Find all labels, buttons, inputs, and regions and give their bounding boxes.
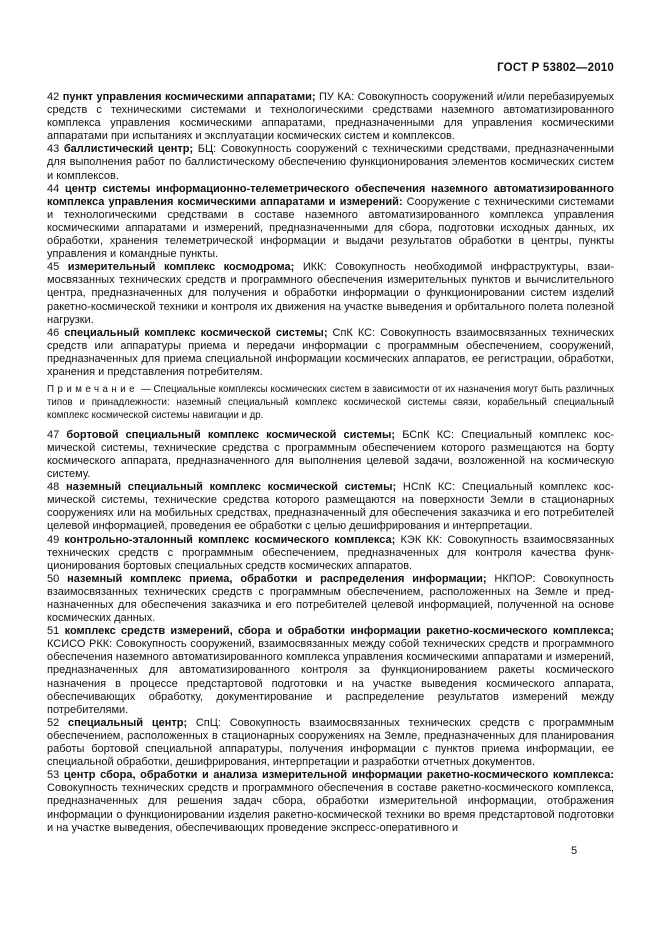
entry-abbr: ПУ КА:	[319, 91, 355, 103]
standard-code: ГОСТ Р 53802—2010	[497, 62, 614, 74]
entry-definition: Совокупность сооружений и/или перебазируемых средств с техническими системами и технологическими средствами наземного автоматизированного комплекса управления космическими аппаратами, предназначенными для управления космическими аппаратами при испытаниях и эксплуатации космических систем и комплексов.	[47, 91, 614, 143]
entry-definition: Специальный комплекс космической системы, технические средства с программным обеспечением которого размещаются на борту космического аппарата, предназначенного для выполнения целевой задачи, возложенной на космическую систему.	[47, 428, 614, 481]
entry-definition: Совокупность сооружений, взаимосвязанных между собой технических средств и программного обеспечения наземного автоматизированного комплекса управления космическими аппаратами и измерений, предназначенных для автоматизированного контроля за функционированием ракеты космического назначения в процессе предстартовой подготовки и на участке выведения космического аппарата, обеспечивающих обработку, документирование и распределение результатов измерений между потребителями.	[47, 638, 614, 716]
entry-abbr: СпЦ:	[195, 716, 221, 729]
entry-abbr: НСпК КС:	[402, 481, 456, 494]
entry-number: 49	[47, 533, 60, 546]
entry-term: комплекс средств измерений, сбора и обработки информации ракетно-космического комплекса;	[64, 625, 614, 638]
entry-term: специальный центр;	[68, 716, 188, 729]
entry-definition: Совокупность взаимосвязанных технических средств или аппаратуры приема и передачи информации с программным обеспечением, сооружений, предназначенных для приема специальной информации космических аппаратов, ее регистрации, обработки, хранения и представления потребителям.	[47, 326, 614, 378]
entry-definition: Совокупность взаимосвязанных технических средств с программным обеспечением, предназначенных для контроля качества функционирования бортовых специальных средств космических аппаратов.	[47, 533, 614, 572]
term-entry-50	[47, 573, 614, 625]
entry-abbr: СпК КС:	[332, 326, 376, 339]
term-entry-42	[47, 91, 614, 143]
entry-definition: Сооружение с техническими системами и технологическими средствами в составе наземного автоматизированного комплекса управления космическими аппаратами и измерений, предназначенными для сбора, подготовки исходных данных, их обработки, хранения телеметрической информации и выдачи результатов обработки в центры, пункты управления и командные пункты.	[47, 195, 614, 261]
term-entry-53	[47, 769, 614, 834]
page-number: 5	[571, 845, 578, 857]
term-entry-46	[47, 327, 614, 379]
terms-section	[47, 91, 614, 835]
entry-term: специальный комплекс космической системы;	[64, 326, 328, 339]
entry-number: 43	[47, 143, 60, 156]
term-entry-51	[47, 625, 614, 717]
entry-definition: Специальный комплекс космической системы, технические средства которого размещаются на поверхности Земли в стационарных сооружениях или на мобильных средствах, предназначенный для обеспечения заказчика и его потребителей целевой информацией, проведения ее обработки с целью дешифрирования и интерпретации.	[47, 481, 615, 533]
entry-number: 53	[47, 769, 60, 782]
entry-number: 50	[47, 572, 60, 585]
term-entry-52	[47, 717, 614, 769]
entry-definition: Совокупность сооружений с техническими средствами, предназначенными для выполнения работ по баллистическому обеспечению функционирования элементов космических систем и комплексов.	[47, 143, 615, 182]
term-entry-44	[47, 183, 614, 262]
term-entry-49	[47, 534, 614, 573]
entry-term: пункт управления космическими аппаратами;	[62, 91, 316, 103]
entry-number: 45	[47, 261, 60, 274]
term-entry-43	[47, 143, 614, 182]
entry-definition: Совокупность взаимосвязанных технических средств с программным обеспечением, расположенных в стационарных сооружениях на Земле, предназначенных для планирования работы бортовой специальной аппаратуры, получения информации с пунктов приема информации, ее специальной обработки, дешифрирования, интерпретации и разработки отчетных документов.	[47, 716, 614, 769]
term-entry-48	[47, 481, 614, 533]
entry-term: наземный специальный комплекс космической системы;	[66, 481, 397, 494]
entry-number: 48	[47, 481, 60, 494]
entry-abbr: БЦ:	[197, 143, 217, 156]
document-header	[47, 62, 614, 74]
entry-definition: Совокупность технических средств и программного обеспечения в составе ракетно-космического комплекса, предназначенных для решения задач сбора, обработки измерительной информации, отображения информации о функционировании изделия ракетно-космической техники во время предстартовой подготовки и на участке выведения, обеспечивающих проведение экспресс-оперативного и	[47, 782, 614, 834]
entry-abbr: ИКК:	[302, 261, 327, 274]
entry-definition: Совокупность необходимой инфраструктуры, взаимосвязанных технических средств и программного обеспечения измерительных пунктов и вычислительного центра, предназначенных для получения и обработки информации о функционировании систем изделий ракетно-космической техники и контроля их движения на участке выведения и орбитального полета полезной нагрузки.	[47, 261, 614, 326]
entry-number: 46	[47, 326, 60, 339]
entry-term: бортовой специальный комплекс космической системы;	[66, 428, 396, 441]
term-entry-45	[47, 261, 614, 326]
entry-term: центр сбора, обработки и анализа измерительной информации ракетно-космического комплекса:	[63, 769, 614, 782]
entry-abbr: БСпК КС:	[402, 428, 454, 441]
entry-abbr: КЭК КК:	[400, 533, 443, 546]
term-entry-47	[47, 429, 614, 481]
entry-number: 42	[47, 91, 60, 103]
note-text: — Специальные комплексы космических систем в зависимости от их назначения могут быть различных типов и принадлежности: наземный специальный комплекс космической системы связи, корабельный специальный комплекс космической системы навигации и др.	[47, 384, 614, 421]
entry-number: 51	[47, 625, 60, 638]
entry-number: 47	[47, 428, 60, 441]
entry-number: 44	[47, 182, 60, 195]
note-label: Примечание	[47, 384, 139, 396]
entry-term: контрольно-эталонный комплекс космического комплекса;	[64, 533, 396, 546]
entry-abbr: НКПОР:	[494, 572, 536, 585]
entry-term: наземный комплекс приема, обработки и распределения информации;	[67, 572, 487, 585]
note-paragraph	[47, 384, 614, 423]
entry-abbr: КСИСО РКК:	[47, 638, 113, 651]
entry-number: 52	[47, 716, 60, 729]
entry-term: баллистический центр;	[63, 143, 194, 156]
entry-term: измерительный комплекс космодрома;	[67, 261, 295, 274]
entry-term: центр системы информационно-телеметрического обеспечения наземного автоматизированного комплекса управления космическими аппаратами и измерений:	[47, 182, 614, 208]
entry-definition: Совокупность взаимосвязанных технических средств с программным обеспечением, расположенных на Земле и предназначенных для обеспечения заказчика и его потребителей целевой информацией, полученной на основе космических данных.	[47, 572, 615, 625]
